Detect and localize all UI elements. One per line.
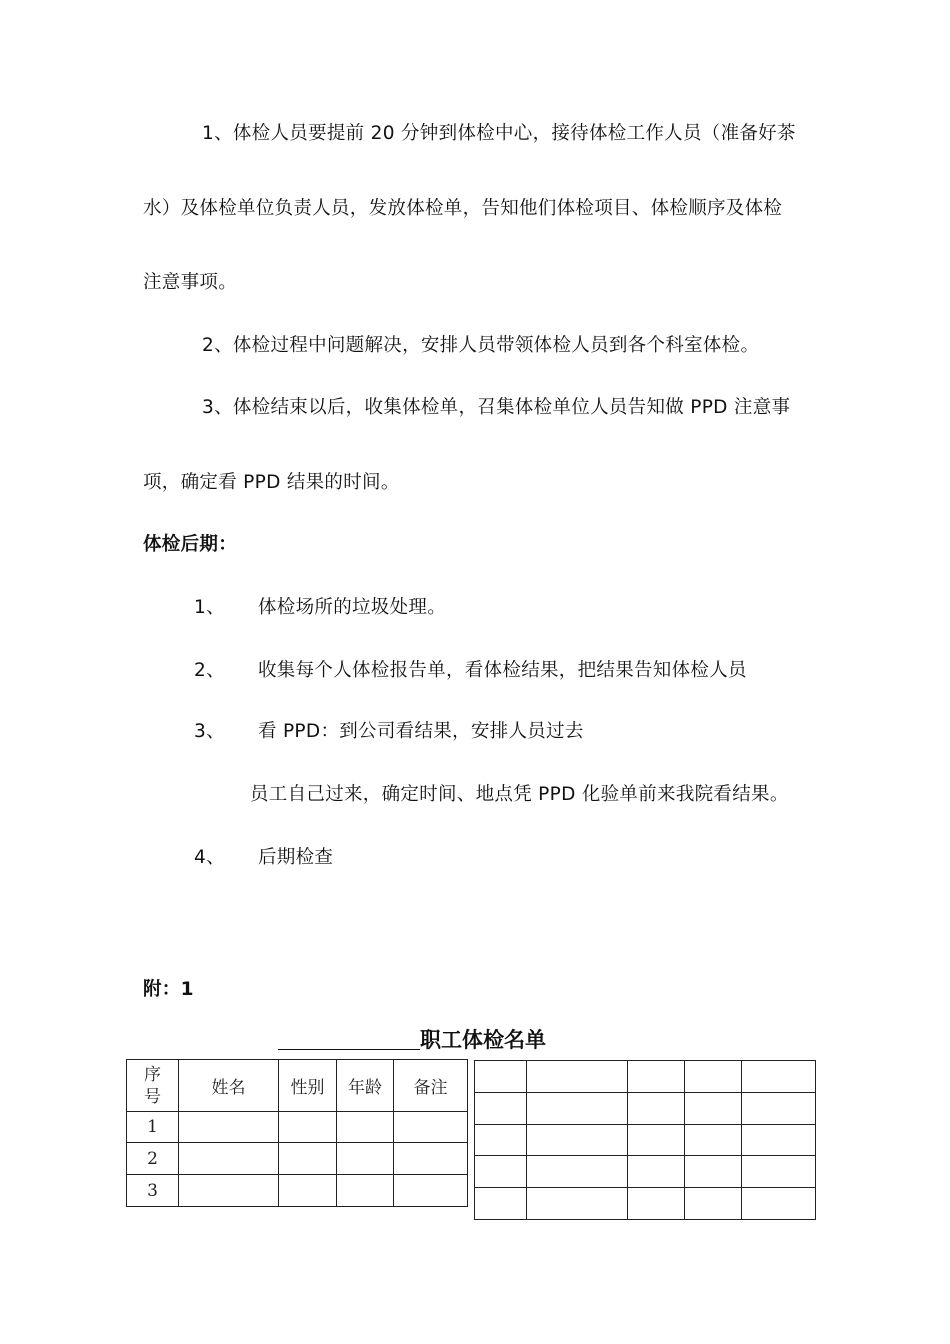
- empty-cell: [475, 1156, 527, 1188]
- table-row: [475, 1093, 816, 1125]
- row-seq: 1: [127, 1112, 179, 1143]
- row-cell: [394, 1175, 468, 1207]
- row-cell: [394, 1143, 468, 1175]
- row-cell: [279, 1112, 337, 1143]
- later-item-3-num: 3、: [194, 721, 225, 742]
- p1-line2: 水）及体检单位负责人员，发放体检单，告知他们体检项目、体检顺序及体检: [143, 198, 783, 219]
- empty-cell: [475, 1188, 527, 1220]
- empty-cell: [742, 1093, 816, 1125]
- row-cell: [179, 1143, 279, 1175]
- empty-cell: [628, 1093, 685, 1125]
- empty-cell: [685, 1061, 742, 1093]
- table-row: [475, 1188, 816, 1220]
- row-seq: 3: [127, 1175, 179, 1207]
- empty-cell: [475, 1061, 527, 1093]
- table-row: [475, 1156, 816, 1188]
- empty-cell: [475, 1093, 527, 1125]
- row-seq: 2: [127, 1143, 179, 1175]
- p1-line3: 注意事项。: [143, 272, 238, 293]
- empty-cell: [742, 1156, 816, 1188]
- p2: 2、体检过程中问题解决，安排人员带领体检人员到各个科室体检。: [202, 335, 760, 356]
- empty-cell: [628, 1125, 685, 1156]
- later-item-1-text: 体检场所的垃圾处理。: [258, 597, 447, 618]
- table-row: [475, 1125, 816, 1156]
- header-seq: 序号: [127, 1060, 179, 1112]
- empty-cell: [685, 1125, 742, 1156]
- table-row: [127, 1143, 468, 1175]
- row-cell: [179, 1112, 279, 1143]
- later-item-4-text: 后期检查: [258, 847, 334, 868]
- table-title: 职工体检名单: [420, 1028, 546, 1052]
- roster-table-right: [474, 1060, 816, 1220]
- header-note: 备注: [394, 1060, 468, 1112]
- empty-cell: [685, 1188, 742, 1220]
- appendix-label: 附：1: [143, 979, 194, 1000]
- empty-cell: [628, 1156, 685, 1188]
- row-cell: [179, 1175, 279, 1207]
- empty-cell: [527, 1188, 628, 1220]
- roster-table-left: [126, 1059, 468, 1207]
- row-cell: [279, 1175, 337, 1207]
- empty-cell: [475, 1125, 527, 1156]
- later-item-2-text: 收集每个人体检报告单，看体检结果，把结果告知体检人员: [258, 660, 747, 681]
- row-cell: [394, 1112, 468, 1143]
- empty-cell: [685, 1093, 742, 1125]
- header-name: 姓名: [179, 1060, 279, 1112]
- empty-cell: [685, 1156, 742, 1188]
- empty-cell: [742, 1188, 816, 1220]
- later-heading: 体检后期：: [143, 534, 238, 555]
- empty-cell: [527, 1061, 628, 1093]
- empty-cell: [742, 1061, 816, 1093]
- empty-cell: [628, 1061, 685, 1093]
- empty-cell: [742, 1125, 816, 1156]
- table-row: [127, 1175, 468, 1207]
- empty-cell: [527, 1093, 628, 1125]
- header-age: 年龄: [337, 1060, 394, 1112]
- later-item-3-text: 看 PPD：到公司看结果，安排人员过去: [258, 721, 584, 742]
- row-cell: [337, 1175, 394, 1207]
- p3-line2: 项，确定看 PPD 结果的时间。: [143, 472, 400, 493]
- title-underline: [278, 1049, 420, 1050]
- row-cell: [337, 1143, 394, 1175]
- row-cell: [279, 1143, 337, 1175]
- later-item-2-num: 2、: [194, 660, 225, 681]
- later-item-4-num: 4、: [194, 847, 225, 868]
- later-item-1-num: 1、: [194, 597, 225, 618]
- row-cell: [337, 1112, 394, 1143]
- later-sub-line: 员工自己过来，确定时间、地点凭 PPD 化验单前来我院看结果。: [250, 784, 789, 805]
- header-gender: 性别: [279, 1060, 337, 1112]
- p3-line1: 3、体检结束以后，收集体检单，召集体检单位人员告知做 PPD 注意事: [202, 397, 791, 418]
- table-row: [127, 1112, 468, 1143]
- p1-line1: 1、体检人员要提前 20 分钟到体检中心，接待体检工作人员（准备好茶: [202, 123, 796, 144]
- table-row: [475, 1061, 816, 1093]
- empty-cell: [527, 1125, 628, 1156]
- empty-cell: [527, 1156, 628, 1188]
- empty-cell: [628, 1188, 685, 1220]
